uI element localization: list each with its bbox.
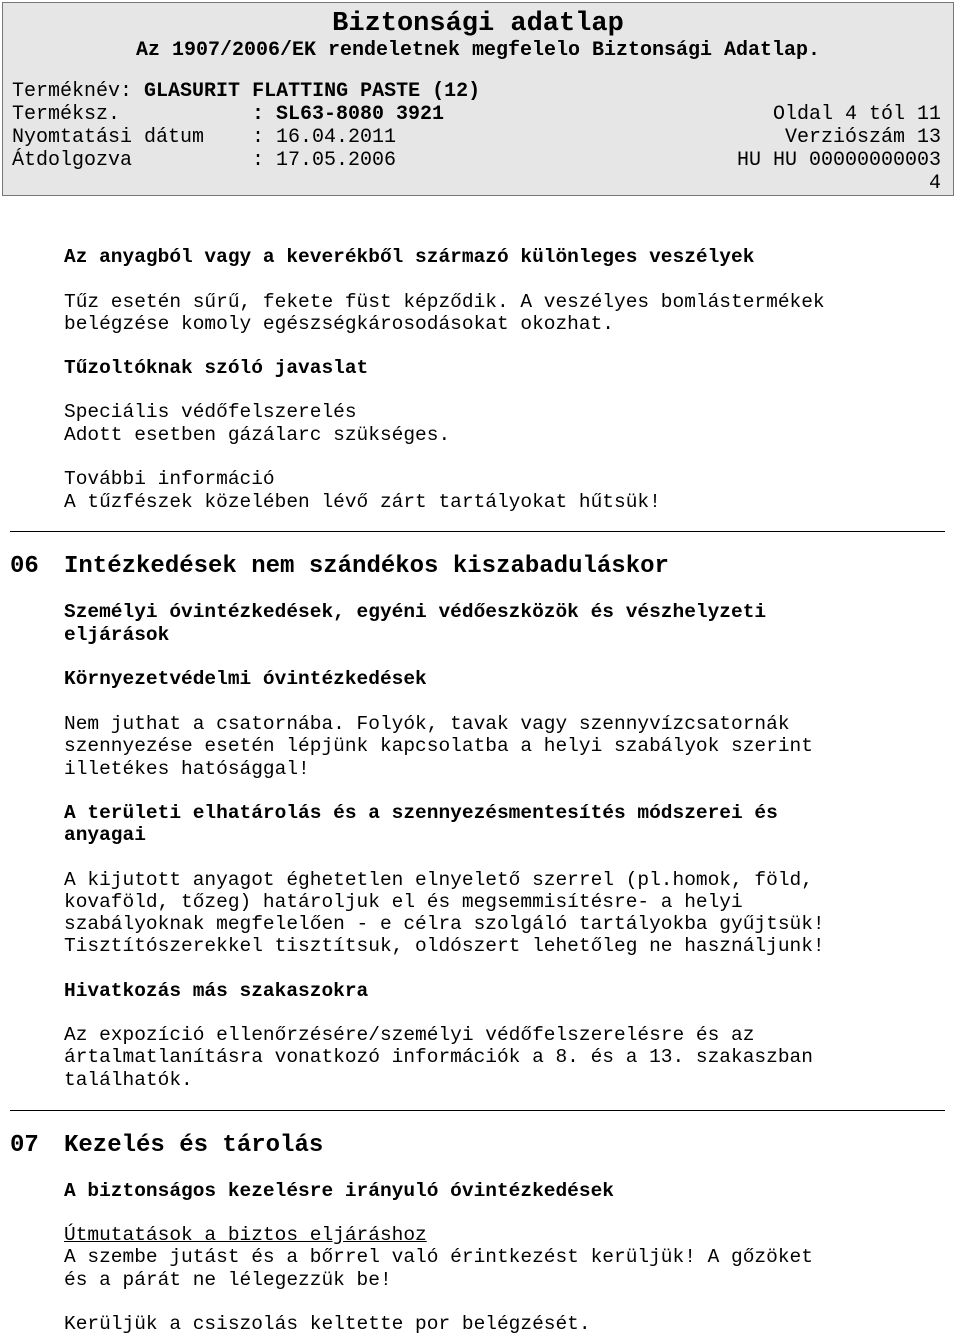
hazards-text-line: Tűz esetén sűrű, fekete füst képződik. A veszélyes bomlástermékek <box>64 291 825 313</box>
section-7-number: 07 <box>10 1132 39 1159</box>
hazards-text-line: belégzése komoly egészségkárosodásokat okozhat. <box>64 313 614 335</box>
containment-text-line: Tisztítószerekkel tisztítsuk, oldószert lehetőleg ne használjunk! <box>64 935 825 957</box>
reference-text-line: találhatók. <box>64 1069 193 1091</box>
print-date-label: Nyomtatási dátum <box>12 126 205 149</box>
special-hazards-heading: Az anyagból vagy a keverékből származó különleges veszélyek <box>64 246 755 268</box>
containment-text-line: A kijutott anyagot éghetetlen elnyelető szerrel (pl.homok, föld, <box>64 869 813 891</box>
product-number-row <box>12 104 941 126</box>
further-info-label: További információ <box>64 468 275 490</box>
product-name-label: Terméknév: <box>12 80 133 103</box>
print-date-row <box>12 127 941 149</box>
document-header <box>2 2 954 196</box>
section-7-title: Kezelés és tárolás <box>64 1132 324 1159</box>
containment-heading: anyagai <box>64 824 146 846</box>
product-name-row <box>12 81 941 103</box>
containment-text-line: szabályoknak megfelelően - e célra szolgáló tartályokba gyűjtsük! <box>64 913 825 935</box>
environmental-text-line: szennyezése esetén lépjünk kapcsolatba a helyi szabályok szerint <box>64 735 813 757</box>
version-number: Verziószám 13 <box>784 126 941 149</box>
further-info-text: A tűzfészek közelében lévő zárt tartályokat hűtsük! <box>64 491 661 513</box>
document-subtitle: Az 1907/2006/EK rendeletnek megfelelo Biztonsági Adatlap. <box>135 39 821 62</box>
environmental-text-line: illetékes hatósággal! <box>64 758 310 780</box>
section-6-number: 06 <box>10 553 39 580</box>
section-divider <box>10 531 945 532</box>
section-divider <box>10 1110 945 1111</box>
containment-text-line: kovaföld, tőzeg) határoljuk el és megsemmisítésre- a helyi <box>64 891 743 913</box>
ppe-label: Speciális védőfelszerelés <box>64 401 357 423</box>
reference-heading: Hivatkozás más szakaszokra <box>64 980 369 1002</box>
environmental-precautions-heading: Környezetvédelmi óvintézkedések <box>64 668 427 690</box>
safe-handling-heading: A biztonságos kezelésre irányuló óvintézkedések <box>64 1180 614 1202</box>
reference-text-line: ártalmatlanításra vonatkozó információk a 8. és a 13. szakaszban <box>64 1046 813 1068</box>
product-number: : SL63-8080 3921 <box>252 103 445 126</box>
revised-row <box>12 150 941 172</box>
guidance-text-line: és a párát ne lélegezzük be! <box>64 1269 392 1291</box>
print-date: : 16.04.2011 <box>252 126 397 149</box>
revised-label: Átdolgozva <box>12 149 133 172</box>
environmental-text-line: Nem juthat a csatornába. Folyók, tavak vagy szennyvízcsatornák <box>64 713 790 735</box>
guidance-label: Útmutatások a biztos eljáráshoz <box>64 1224 427 1246</box>
page-number: 4 <box>928 172 941 195</box>
page-indicator: Oldal 4 tól 11 <box>772 103 941 126</box>
ppe-text: Adott esetben gázálarc szükséges. <box>64 424 451 446</box>
containment-heading: A területi elhatárolás és a szennyezésmentesítés módszerei és <box>64 802 778 824</box>
firefighters-heading: Tűzoltóknak szóló javaslat <box>64 357 369 379</box>
product-name: GLASURIT FLATTING PASTE (12) <box>144 80 481 103</box>
product-number-label: Terméksz. <box>12 103 121 126</box>
guidance-text-line: A szembe jutást és a bőrrel való érintkezést kerüljük! A gőzöket <box>64 1246 813 1268</box>
document-title: Biztonsági adatlap <box>332 9 624 39</box>
section-6-title: Intézkedések nem szándékos kiszabaduláskor <box>64 553 669 580</box>
document-code: HU HU 00000000003 <box>736 149 941 172</box>
dust-text: Kerüljük a csiszolás keltette por belégzését. <box>64 1313 591 1335</box>
personal-precautions-heading: eljárások <box>64 624 170 646</box>
personal-precautions-heading: Személyi óvintézkedések, egyéni védőeszközök és vészhelyzeti <box>64 601 767 623</box>
reference-text-line: Az expozíció ellenőrzésére/személyi védőfelszerelésre és az <box>64 1024 755 1046</box>
revised-date: : 17.05.2006 <box>252 149 397 172</box>
